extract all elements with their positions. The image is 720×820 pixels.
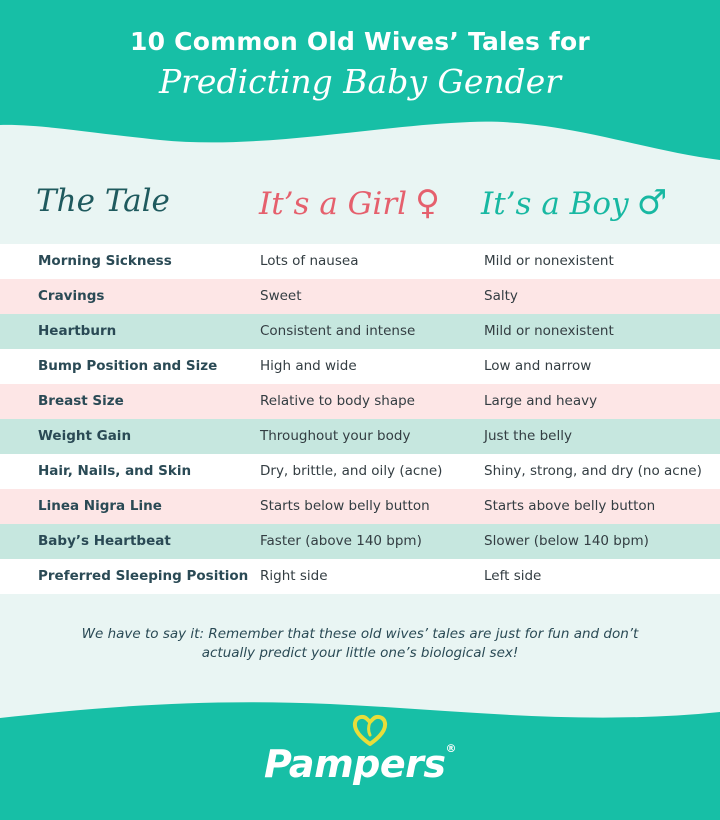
column-header-girl-label: It’s a Girl: [259, 186, 408, 222]
girl-cell: Starts below belly button: [260, 498, 430, 514]
table-row: [0, 524, 720, 559]
girl-cell: Dry, brittle, and oily (acne): [260, 463, 443, 479]
boy-cell: Just the belly: [484, 428, 572, 444]
table-row: [0, 454, 720, 489]
boy-cell: Large and heavy: [484, 393, 598, 409]
column-headers: [0, 183, 720, 235]
header-banner: [0, 0, 720, 170]
title-line-2: Predicting Baby Gender: [158, 62, 562, 101]
tale-cell: Preferred Sleeping Position: [38, 568, 249, 584]
table-row: [0, 314, 720, 349]
pampers-logo-text: Pampers: [264, 742, 446, 786]
table-row: [0, 279, 720, 314]
female-symbol-icon: ♀: [415, 183, 440, 223]
registered-mark: ®: [445, 742, 456, 755]
table-row: [0, 384, 720, 419]
girl-cell: Right side: [260, 568, 328, 584]
column-header-girl: [259, 183, 440, 223]
boy-cell: Shiny, strong, and dry (no acne): [484, 463, 702, 479]
table-row: [0, 489, 720, 524]
girl-cell: High and wide: [260, 358, 357, 374]
disclaimer-line-1: We have to say it: Remember that these old wives’ tales are just for fun and don’t: [81, 626, 639, 642]
column-header-tale-label: The Tale: [36, 183, 170, 219]
column-header-tale: [36, 183, 170, 219]
boy-cell: Salty: [484, 288, 518, 304]
tale-cell: Cravings: [38, 288, 105, 304]
girl-cell: Sweet: [260, 288, 302, 304]
girl-cell: Throughout your body: [260, 428, 411, 444]
girl-cell: Lots of nausea: [260, 253, 359, 269]
boy-cell: Starts above belly button: [484, 498, 656, 514]
boy-cell: Left side: [484, 568, 542, 584]
boy-cell: Low and narrow: [484, 358, 592, 374]
title-line-1: 10 Common Old Wives’ Tales for: [130, 27, 590, 56]
male-symbol-icon: ♂: [636, 183, 668, 223]
tale-cell: Hair, Nails, and Skin: [38, 463, 192, 479]
table-row: [0, 349, 720, 384]
boy-cell: Mild or nonexistent: [484, 253, 614, 269]
column-header-boy-label: It’s a Boy: [481, 186, 629, 222]
girl-cell: Faster (above 140 bpm): [260, 533, 422, 549]
tale-cell: Breast Size: [38, 393, 124, 409]
pampers-logo: [0, 742, 720, 786]
disclaimer-line-2: actually predict your little one’s biological sex!: [201, 645, 519, 661]
disclaimer-text: [60, 625, 660, 663]
tale-cell: Weight Gain: [38, 428, 132, 444]
tale-cell: Morning Sickness: [38, 253, 172, 269]
column-header-boy: [481, 183, 667, 223]
table-row: [0, 419, 720, 454]
tales-table: [0, 244, 720, 594]
girl-cell: Consistent and intense: [260, 323, 416, 339]
boy-cell: Mild or nonexistent: [484, 323, 614, 339]
boy-cell: Slower (below 140 bpm): [484, 533, 649, 549]
tale-cell: Baby’s Heartbeat: [38, 533, 171, 549]
table-row: [0, 244, 720, 279]
tale-cell: Linea Nigra Line: [38, 498, 162, 514]
girl-cell: Relative to body shape: [260, 393, 415, 409]
table-row: [0, 559, 720, 594]
tale-cell: Bump Position and Size: [38, 358, 218, 374]
tale-cell: Heartburn: [38, 323, 117, 339]
